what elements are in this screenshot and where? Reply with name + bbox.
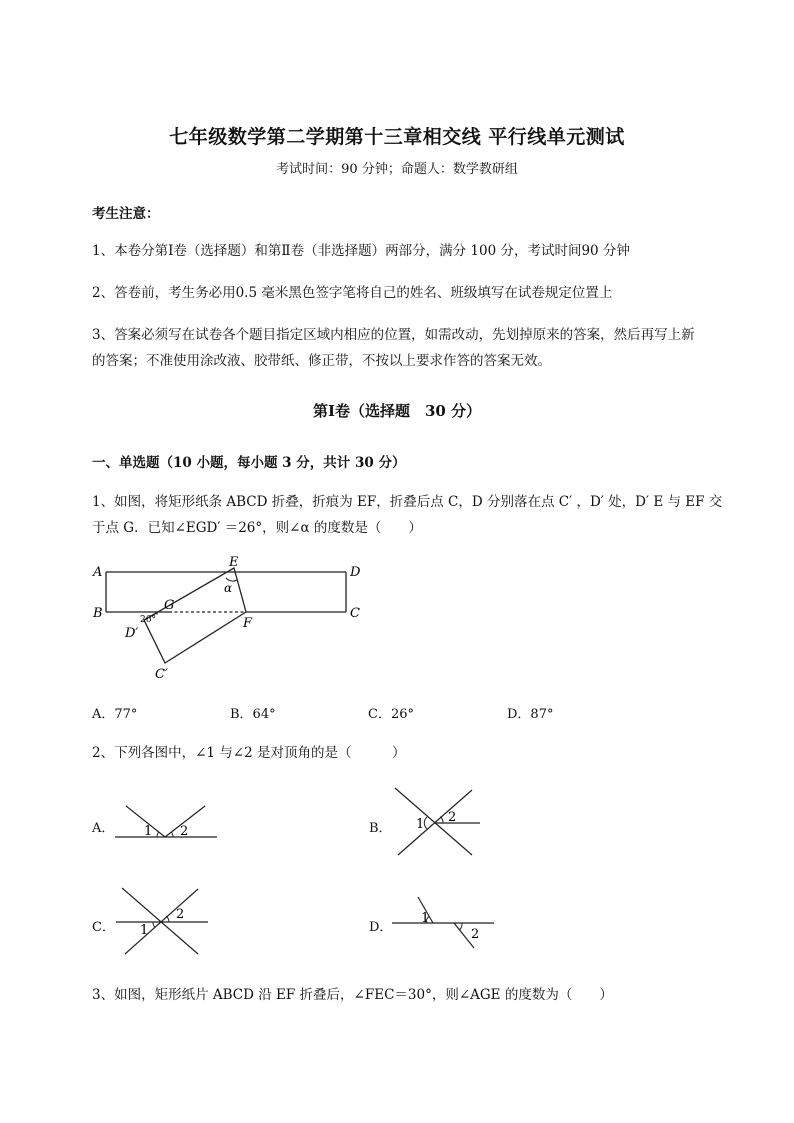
q1-option-b[interactable]: B．64° xyxy=(230,707,276,722)
q2-choice-d-label[interactable]: D． xyxy=(369,920,393,935)
question-2-text: 2、下列各图中，∠1 与∠2 是对顶角的是（ ） xyxy=(92,745,406,761)
q2c-angle-1: 1 xyxy=(140,923,149,938)
label-E: E xyxy=(229,556,239,570)
exam-subtitle: 考试时间：90 分钟；命题人：数学教研组 xyxy=(276,162,518,177)
q2a-angle-2: 2 xyxy=(180,824,189,839)
q2-figure-b[interactable] xyxy=(390,785,485,860)
question-3-text: 3、如图，矩形纸片 ABCD 沿 EF 折叠后，∠FEC＝30°，则∠AGE 的度数为（ ） xyxy=(92,987,613,1003)
question-1-line-2: 于点 G．已知∠EGD′ ＝26°，则∠α 的度数是（ ） xyxy=(92,520,422,536)
question-1-figure xyxy=(88,556,378,686)
q2a-angle-1: 1 xyxy=(144,824,153,839)
label-D-prime: D′ xyxy=(125,626,139,641)
notice-item-3: 3、答案必须写在试卷各个题目指定区域内相应的位置，如需改动，先划掉原来的答案，然后再写上新 xyxy=(92,327,695,343)
q2-figure-c[interactable] xyxy=(110,884,210,959)
q2-figure-a[interactable] xyxy=(110,800,222,845)
label-G: G xyxy=(164,598,175,613)
label-F: F xyxy=(243,616,253,631)
notice-item-1: 1、本卷分第Ⅰ卷（选择题）和第Ⅱ卷（非选择题）两部分，满分 100 分，考试时间90 分钟 xyxy=(92,243,630,259)
label-D: D xyxy=(350,565,361,580)
q1-option-a[interactable]: A．77° xyxy=(92,707,138,722)
label-B: B xyxy=(93,606,103,621)
question-1-line-1: 1、如图，将矩形纸条 ABCD 折叠，折痕为 EF，折叠后点 C，D 分别落在点 C′ ，D′ 处，D′ E 与 EF 交 xyxy=(92,494,723,510)
label-A: A xyxy=(93,565,103,580)
q2-figure-d[interactable] xyxy=(388,892,498,952)
q2b-angle-2: 2 xyxy=(448,810,457,825)
part-heading: 一、单选题（10 小题，每小题 3 分，共计 30 分） xyxy=(92,455,406,471)
q1-option-c[interactable]: C．26° xyxy=(368,707,414,722)
q2-choice-b-label[interactable]: B． xyxy=(369,821,392,836)
q1-option-d[interactable]: D．87° xyxy=(507,707,554,722)
label-C-prime: C′ xyxy=(155,667,168,682)
label-C: C xyxy=(350,606,360,621)
q2c-angle-2: 2 xyxy=(176,907,185,922)
q2d-angle-1: 1 xyxy=(421,911,430,926)
page-title: 七年级数学第二学期第十三章相交线 平行线单元测试 xyxy=(169,126,625,148)
label-26-degrees: 26° xyxy=(140,615,156,625)
q2b-angle-1: 1 xyxy=(416,817,425,832)
q2-choice-c-label[interactable]: C． xyxy=(92,920,115,935)
q2-choice-a-label[interactable]: A． xyxy=(92,821,115,836)
label-alpha: α xyxy=(224,581,233,595)
notice-item-3-cont: 的答案；不准使用涂改液、胶带纸、修正带，不按以上要求作答的答案无效。 xyxy=(92,353,551,369)
section-title: 第Ⅰ卷（选择题 30 分） xyxy=(312,402,482,420)
notice-heading: 考生注意： xyxy=(92,206,160,222)
notice-item-2: 2、答卷前，考生务必用0.5 毫米黑色签字笔将自己的姓名、班级填写在试卷规定位置上 xyxy=(92,285,613,301)
q2d-angle-2: 2 xyxy=(471,927,480,942)
